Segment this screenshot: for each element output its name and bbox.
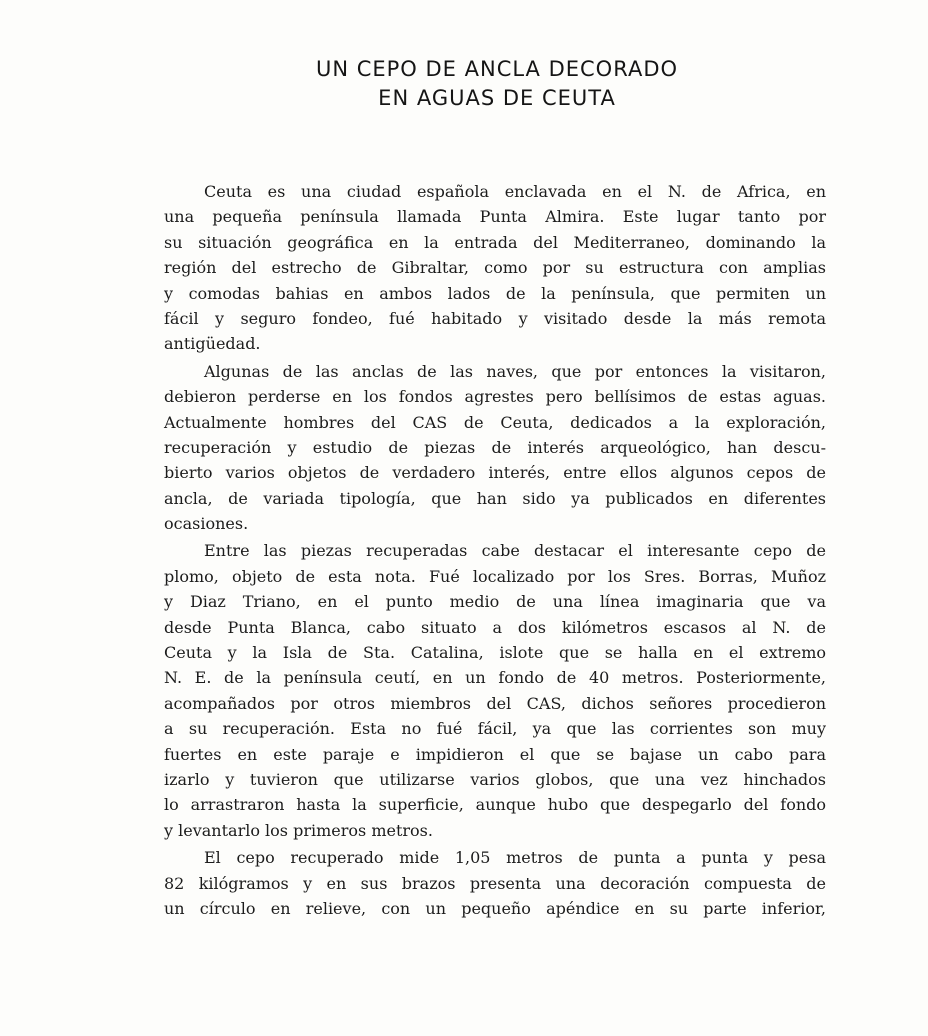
text-line: recuperación y estudio de piezas de interés arqueológico, han descu- bbox=[164, 437, 826, 457]
text-line: una pequeña península llamada Punta Almira. Este lugar tanto por bbox=[164, 207, 826, 227]
text-line: lo arrastraron hasta la superficie, aunque hubo que despegarlo del fondo bbox=[164, 795, 826, 815]
text-line: fácil y seguro fondeo, fué habitado y visitado desde la más remota bbox=[164, 308, 826, 328]
text-line: El cepo recuperado mide 1,05 metros de punta a punta y pesa bbox=[204, 848, 826, 868]
text-line: acompañados por otros miembros del CAS, dichos señores procedieron bbox=[164, 693, 826, 713]
text-line: fuertes en este paraje e impidieron el que se bajase un cabo para bbox=[164, 744, 826, 764]
text-line: región del estrecho de Gibraltar, como por su estructura con amplias bbox=[164, 258, 826, 278]
text-line: y comodas bahias en ambos lados de la península, que permiten un bbox=[164, 283, 826, 303]
paragraph-3 bbox=[164, 538, 826, 843]
text-line: Entre las piezas recuperadas cabe destacar el interesante cepo de bbox=[204, 541, 826, 561]
text-line: Actualmente hombres del CAS de Ceuta, dedicados a la exploración, bbox=[164, 412, 826, 432]
text-line: bierto varios objetos de verdadero interés, entre ellos algunos cepos de bbox=[164, 463, 826, 483]
text-line: desde Punta Blanca, cabo situato a dos kilómetros escasos al N. de bbox=[164, 617, 826, 637]
title-line-2: EN AGUAS DE CEUTA bbox=[378, 86, 616, 110]
text-line: ocasiones. bbox=[164, 514, 249, 534]
text-line: un círculo en relieve, con un pequeño apéndice en su parte inferior, bbox=[164, 898, 826, 918]
text-line: su situación geográfica en la entrada del Mediterraneo, dominando la bbox=[164, 232, 826, 252]
text-line: y Diaz Triano, en el punto medio de una línea imaginaria que va bbox=[164, 592, 826, 612]
text-line: izarlo y tuvieron que utilizarse varios globos, que una vez hinchados bbox=[164, 769, 826, 789]
text-line: Algunas de las anclas de las naves, que por entonces la visitaron, bbox=[204, 361, 826, 381]
title-line-1: UN CEPO DE ANCLA DECORADO bbox=[315, 57, 679, 81]
paragraph-1 bbox=[164, 179, 826, 357]
text-line: y levantarlo los primeros metros. bbox=[164, 820, 433, 840]
text-line: debieron perderse en los fondos agrestes pero bellísimos de estas aguas. bbox=[164, 387, 826, 407]
text-line: ancla, de variada tipología, que han sido ya publicados en diferentes bbox=[164, 488, 826, 508]
article-body bbox=[164, 179, 826, 923]
text-line: Ceuta y la Isla de Sta. Catalina, islote que se halla en el extremo bbox=[164, 643, 826, 663]
paragraph-4 bbox=[164, 845, 826, 921]
article-title bbox=[0, 55, 928, 113]
paragraph-2 bbox=[164, 359, 826, 537]
text-line: 82 kilógramos y en sus brazos presenta una decoración compuesta de bbox=[164, 873, 826, 893]
text-line: Ceuta es una ciudad española enclavada en el N. de Africa, en bbox=[204, 182, 826, 201]
text-line: a su recuperación. Esta no fué fácil, ya que las corrientes son muy bbox=[164, 719, 826, 739]
text-line: N. E. de la península ceutí, en un fondo de 40 metros. Posteriormente, bbox=[164, 668, 826, 688]
text-line: plomo, objeto de esta nota. Fué localizado por los Sres. Borras, Muñoz bbox=[164, 566, 826, 586]
text-line: antigüedad. bbox=[164, 334, 261, 354]
